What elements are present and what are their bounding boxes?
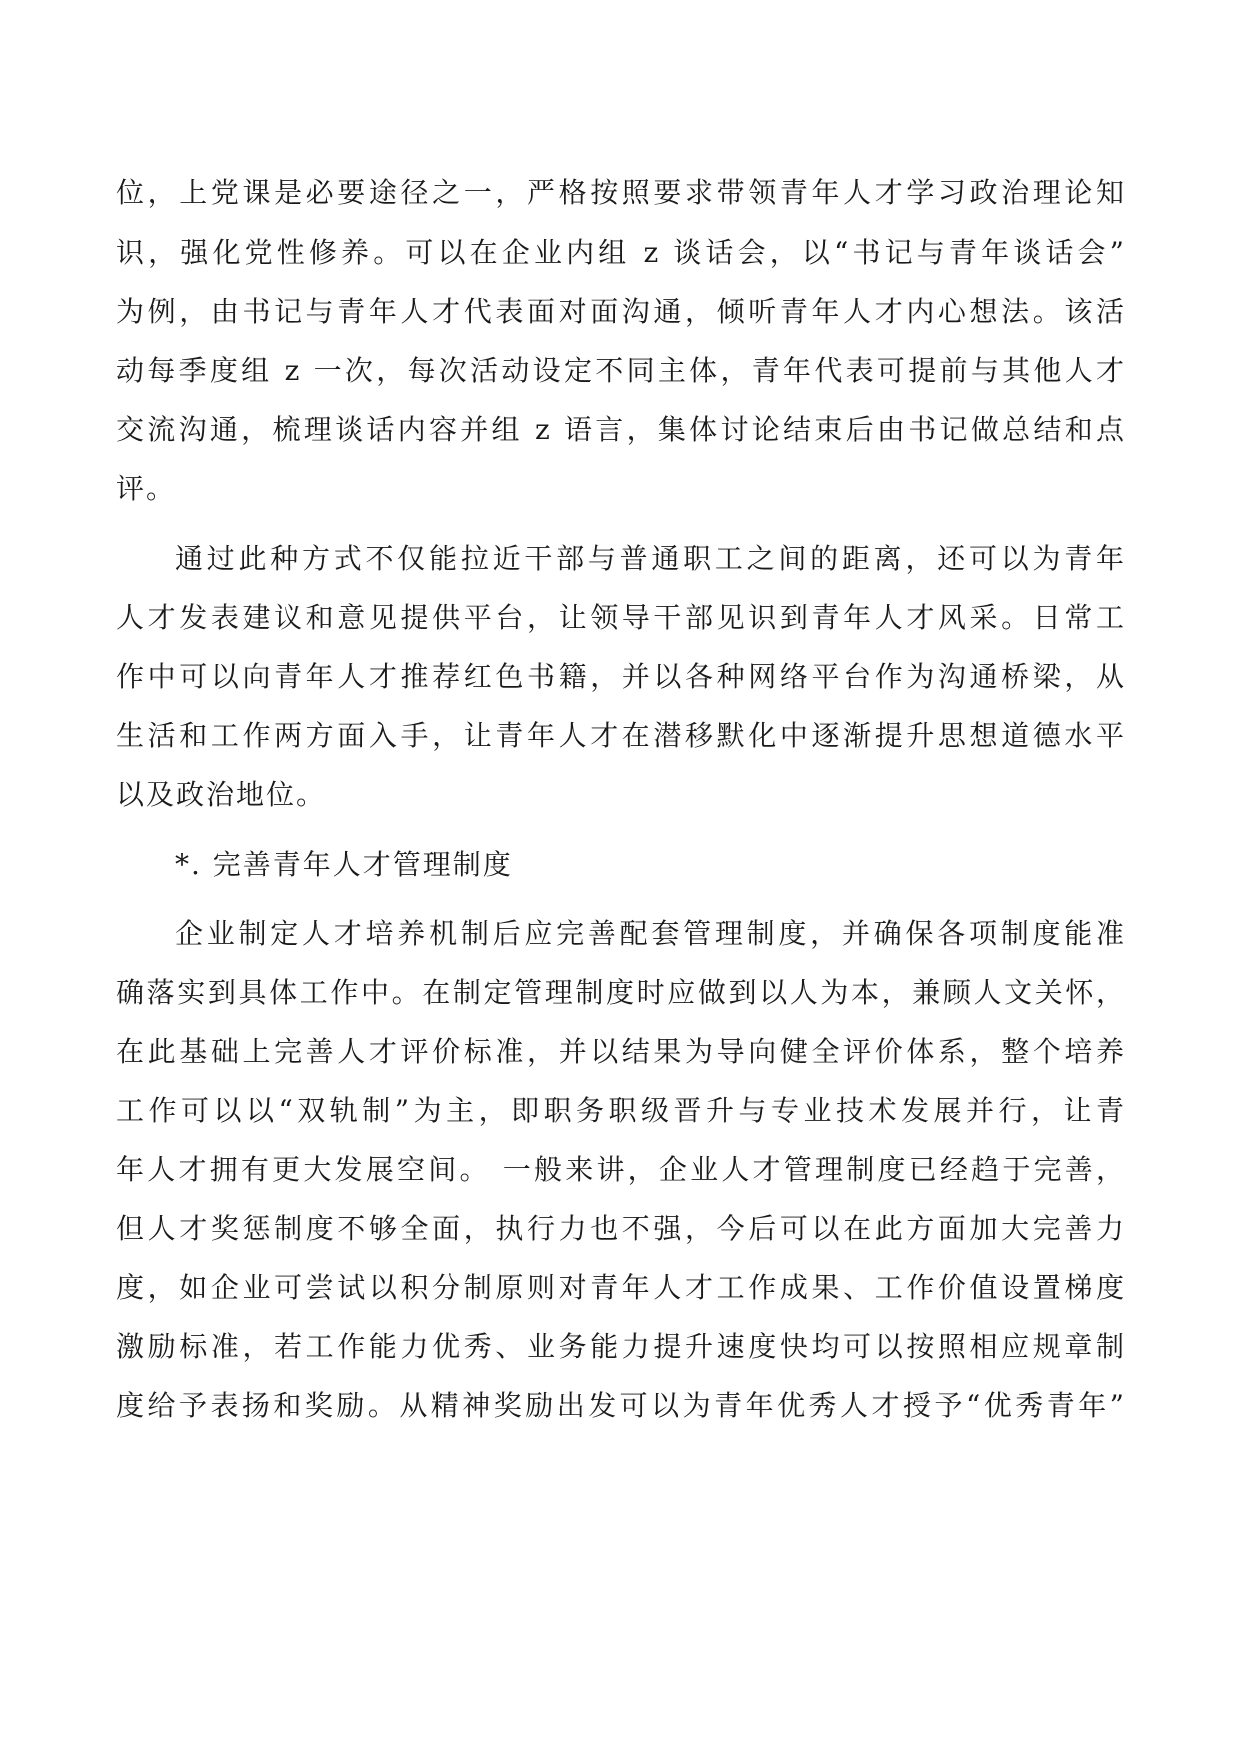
paragraph-1-line-6: 评。: [116, 472, 177, 505]
paragraph-2-line-4: 生活和工作两方面入手，让青年人才在潜移默化中逐渐提升思想道德水平: [116, 719, 1126, 752]
paragraph-3-line-2: 确落实到具体工作中。在制定管理制度时应做到以人为本，兼顾人文关怀，: [116, 976, 1126, 1009]
paragraph-3-line-1: 企业制定人才培养机制后应完善配套管理制度，并确保各项制度能准: [175, 917, 1126, 950]
paragraph-3-line-5: 年人才拥有更大发展空间。 一般来讲，企业人才管理制度已经趋于完善，: [116, 1153, 1126, 1186]
paragraph-3-line-6: 但人才奖惩制度不够全面，执行力也不强，今后可以在此方面加大完善力: [116, 1212, 1126, 1245]
paragraph-1-line-1: 位，上党课是必要途径之一，严格按照要求带领青年人才学习政治理论知: [116, 176, 1126, 209]
paragraph-1-line-5: 交流沟通，梳理谈话内容并组 z 语言，集体讨论结束后由书记做总结和点: [116, 413, 1126, 446]
paragraph-1-line-4: 动每季度组 z 一次，每次活动设定不同主体，青年代表可提前与其他人才: [116, 354, 1126, 387]
paragraph-3-line-7: 度，如企业可尝试以积分制原则对青年人才工作成果、工作价值设置梯度: [116, 1271, 1126, 1304]
paragraph-2-line-5: 以及政治地位。: [116, 778, 327, 811]
paragraph-3-line-4: 工作可以以“双轨制”为主，即职务职级晋升与专业技术发展并行，让青: [116, 1094, 1126, 1127]
paragraph-3-line-3: 在此基础上完善人才评价标准，并以结果为导向健全评价体系，整个培养: [116, 1035, 1126, 1068]
paragraph-2-line-1: 通过此种方式不仅能拉近干部与普通职工之间的距离，还可以为青年: [175, 542, 1126, 575]
paragraph-3-line-8: 激励标准，若工作能力优秀、业务能力提升速度快均可以按照相应规章制: [116, 1330, 1126, 1363]
paragraph-2-line-2: 人才发表建议和意见提供平台，让领导干部见识到青年人才风采。日常工: [116, 601, 1126, 634]
paragraph-3-line-9: 度给予表扬和奖励。从精神奖励出发可以为青年优秀人才授予“优秀青年”: [116, 1389, 1126, 1422]
paragraph-1-line-2: 识，强化党性修养。可以在企业内组 z 谈话会，以“书记与青年谈话会”: [116, 236, 1126, 269]
section-heading: *. 完善青年人才管理制度: [175, 848, 513, 881]
paragraph-2-line-3: 作中可以向青年人才推荐红色书籍，并以各种网络平台作为沟通桥梁，从: [116, 660, 1126, 693]
paragraph-1-line-3: 为例，由书记与青年人才代表面对面沟通，倾听青年人才内心想法。该活: [116, 295, 1126, 328]
